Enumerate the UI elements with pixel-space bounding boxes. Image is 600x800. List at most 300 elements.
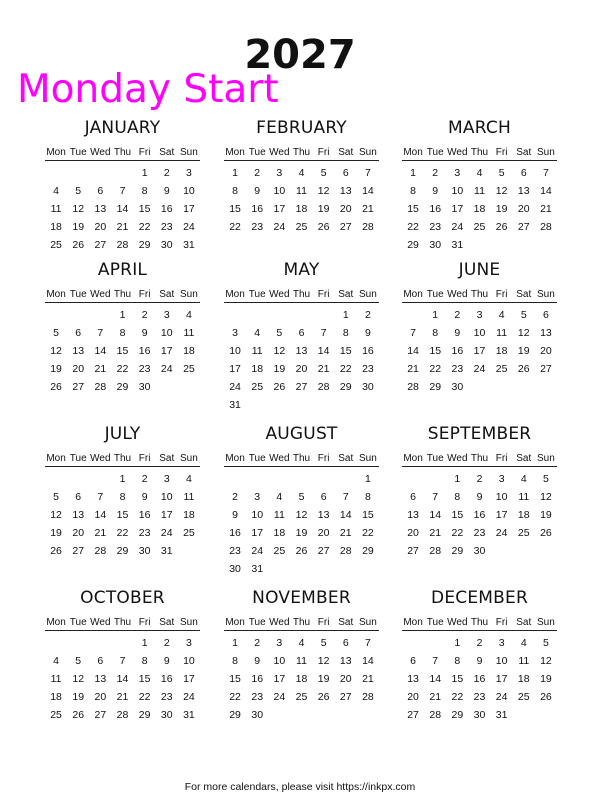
- day-cell: 11: [518, 655, 530, 667]
- day-cell: 13: [94, 673, 107, 685]
- day-cell: 18: [517, 509, 530, 521]
- day-cell: 16: [473, 509, 486, 521]
- day-cell: 6: [342, 167, 349, 179]
- empty-day-cell: [402, 473, 424, 491]
- day-cell: 28: [116, 709, 129, 721]
- day-cell: 30: [138, 381, 151, 393]
- day-cell: 7: [97, 327, 104, 339]
- day-cell: 14: [407, 345, 419, 357]
- day-cell: 17: [229, 363, 241, 375]
- weekday-header: Thu: [111, 288, 133, 303]
- day-cell: 8: [232, 655, 238, 667]
- day-cell: 16: [160, 203, 173, 215]
- day-cell: 2: [141, 309, 148, 321]
- day-cell: 10: [473, 327, 486, 339]
- month-may: [224, 260, 379, 417]
- day-cell: 2: [141, 473, 148, 485]
- day-cell: 13: [540, 327, 552, 339]
- day-cell: 10: [183, 655, 195, 667]
- day-cell: 4: [53, 655, 59, 667]
- day-cell: 10: [160, 327, 173, 339]
- month-grid: [402, 288, 557, 399]
- day-cell: 6: [542, 309, 549, 321]
- day-cell: 2: [232, 491, 238, 503]
- day-cell: 24: [451, 221, 464, 233]
- month-name: DECEMBER: [431, 588, 528, 608]
- day-cell: 27: [317, 545, 330, 557]
- day-cell: 11: [50, 673, 62, 685]
- empty-day-cell: [268, 309, 290, 327]
- weekday-header: Fri: [134, 452, 156, 467]
- weekday-header: Thu: [111, 146, 133, 161]
- day-cell: 7: [342, 491, 349, 503]
- day-cell: 28: [540, 221, 552, 233]
- day-cell: 3: [254, 491, 261, 503]
- weekday-header: Tue: [246, 288, 268, 303]
- day-cell: 14: [540, 185, 552, 197]
- weekday-header: Thu: [468, 288, 490, 303]
- day-cell: 3: [163, 473, 170, 485]
- empty-day-cell: [313, 309, 335, 327]
- month-october: [45, 588, 200, 727]
- day-cell: 3: [232, 327, 238, 339]
- day-cell: 4: [476, 167, 483, 179]
- day-cell: 29: [362, 545, 374, 557]
- day-cell: 23: [473, 527, 486, 539]
- day-cell: 29: [451, 545, 464, 557]
- weekday-header: Tue: [67, 616, 89, 631]
- weekday-header: Sat: [156, 452, 178, 467]
- day-cell: 24: [495, 527, 508, 539]
- weekday-header: Wed: [446, 288, 468, 303]
- day-cell: 3: [276, 637, 283, 649]
- empty-day-cell: [111, 167, 133, 185]
- weekday-header: Sun: [535, 452, 557, 467]
- day-cell: 1: [364, 473, 371, 485]
- day-cell: 20: [295, 363, 308, 375]
- day-cell: 16: [229, 527, 241, 539]
- empty-day-cell: [424, 473, 446, 491]
- day-cell: 3: [185, 167, 192, 179]
- day-cell: 30: [251, 709, 264, 721]
- day-cell: 6: [520, 167, 527, 179]
- day-cell: 16: [138, 345, 151, 357]
- weekday-header: Fri: [134, 288, 156, 303]
- day-cell: 2: [432, 167, 439, 179]
- weekday-header: Mon: [45, 146, 67, 161]
- day-cell: 30: [362, 381, 374, 393]
- day-cell: 22: [229, 691, 241, 703]
- day-cell: 28: [116, 239, 129, 251]
- day-cell: 20: [94, 221, 107, 233]
- day-cell: 11: [251, 345, 263, 357]
- day-cell: 29: [138, 239, 151, 251]
- month-july: [45, 424, 200, 563]
- day-cell: 3: [476, 309, 483, 321]
- day-cell: 12: [495, 185, 508, 197]
- day-cell: 13: [72, 345, 85, 357]
- day-cell: 31: [183, 709, 195, 721]
- day-cell: 19: [317, 673, 330, 685]
- day-cell: 21: [116, 221, 129, 233]
- day-cell: 23: [138, 527, 151, 539]
- day-cell: 31: [160, 545, 173, 557]
- day-cell: 10: [273, 185, 286, 197]
- day-cell: 15: [451, 673, 464, 685]
- empty-day-cell: [246, 473, 268, 491]
- day-cell: 19: [540, 509, 552, 521]
- weekday-header: Mon: [402, 288, 424, 303]
- weekday-header: Thu: [111, 616, 133, 631]
- day-cell: 18: [183, 345, 195, 357]
- day-cell: 27: [517, 221, 530, 233]
- day-cell: 30: [473, 709, 486, 721]
- day-cell: 7: [320, 327, 327, 339]
- day-cell: 31: [251, 563, 264, 575]
- day-cell: 9: [232, 509, 238, 521]
- day-cell: 27: [94, 239, 107, 251]
- day-cell: 17: [451, 203, 464, 215]
- day-cell: 25: [251, 381, 264, 393]
- day-cell: 21: [429, 691, 442, 703]
- day-cell: 30: [160, 239, 173, 251]
- day-cell: 1: [410, 167, 416, 179]
- day-cell: 28: [94, 545, 107, 557]
- day-cell: 4: [276, 491, 283, 503]
- day-cell: 21: [116, 691, 129, 703]
- day-cell: 24: [183, 221, 195, 233]
- day-cell: 11: [296, 185, 307, 197]
- day-cell: 18: [295, 673, 308, 685]
- empty-day-cell: [290, 309, 312, 327]
- day-cell: 26: [495, 221, 508, 233]
- day-cell: 26: [72, 239, 85, 251]
- day-cell: 25: [50, 709, 62, 721]
- day-cell: 4: [53, 185, 59, 197]
- day-cell: 12: [273, 345, 286, 357]
- weekday-header: Mon: [224, 616, 246, 631]
- day-cell: 20: [407, 691, 419, 703]
- day-cell: 5: [53, 327, 59, 339]
- day-cell: 16: [451, 345, 464, 357]
- footer-text: For more calendars, please visit https://inkpx.com: [184, 781, 416, 793]
- weekday-header: Mon: [45, 616, 67, 631]
- day-cell: 22: [362, 527, 374, 539]
- day-cell: 24: [160, 363, 173, 375]
- day-cell: 30: [429, 239, 442, 251]
- day-cell: 1: [454, 473, 461, 485]
- day-cell: 2: [254, 637, 261, 649]
- day-cell: 7: [542, 167, 549, 179]
- day-cell: 20: [517, 203, 530, 215]
- day-cell: 18: [517, 673, 530, 685]
- day-cell: 30: [160, 709, 173, 721]
- day-cell: 6: [410, 655, 416, 667]
- day-cell: 17: [495, 673, 508, 685]
- weekday-header: Fri: [313, 146, 335, 161]
- weekday-header: Sat: [513, 616, 535, 631]
- day-cell: 25: [473, 221, 486, 233]
- day-cell: 2: [364, 309, 371, 321]
- day-cell: 9: [254, 185, 261, 197]
- day-cell: 23: [138, 363, 151, 375]
- day-cell: 21: [362, 203, 374, 215]
- day-cell: 15: [116, 509, 129, 521]
- day-cell: 31: [451, 239, 464, 251]
- day-cell: 18: [295, 203, 308, 215]
- day-cell: 20: [407, 527, 419, 539]
- day-cell: 22: [429, 363, 442, 375]
- day-cell: 1: [232, 167, 238, 179]
- day-cell: 16: [251, 203, 264, 215]
- day-cell: 2: [163, 167, 170, 179]
- day-cell: 14: [429, 509, 442, 521]
- weekday-header: Thu: [111, 452, 133, 467]
- weekday-header: Tue: [67, 288, 89, 303]
- day-cell: 25: [495, 363, 508, 375]
- day-cell: 3: [498, 473, 505, 485]
- day-cell: 12: [72, 203, 85, 215]
- day-cell: 9: [476, 655, 483, 667]
- day-cell: 15: [339, 345, 352, 357]
- day-cell: 1: [342, 309, 349, 321]
- weekday-header: Sat: [513, 288, 535, 303]
- day-cell: 5: [75, 655, 82, 667]
- month-december: [402, 588, 557, 727]
- weekday-header: Thu: [468, 616, 490, 631]
- day-cell: 23: [160, 221, 173, 233]
- day-cell: 2: [476, 473, 483, 485]
- day-cell: 1: [232, 637, 238, 649]
- day-cell: 16: [429, 203, 442, 215]
- day-cell: 13: [295, 345, 308, 357]
- day-cell: 23: [362, 363, 374, 375]
- day-cell: 25: [50, 239, 62, 251]
- day-cell: 12: [540, 491, 552, 503]
- day-cell: 14: [317, 345, 330, 357]
- day-cell: 13: [94, 203, 107, 215]
- day-cell: 28: [339, 545, 352, 557]
- weekday-header: Mon: [45, 452, 67, 467]
- day-cell: 8: [410, 185, 416, 197]
- day-cell: 8: [454, 491, 461, 503]
- day-cell: 24: [273, 691, 286, 703]
- day-cell: 29: [138, 709, 151, 721]
- day-cell: 27: [94, 709, 107, 721]
- weekday-header: Sun: [535, 288, 557, 303]
- day-cell: 23: [429, 221, 442, 233]
- day-cell: 8: [141, 185, 148, 197]
- day-cell: 22: [451, 527, 464, 539]
- day-cell: 12: [517, 327, 530, 339]
- weekday-header: Tue: [424, 146, 446, 161]
- weekday-header: Sat: [156, 146, 178, 161]
- day-cell: 31: [495, 709, 508, 721]
- day-cell: 5: [320, 167, 327, 179]
- day-cell: 5: [520, 309, 527, 321]
- weekday-header: Thu: [290, 288, 312, 303]
- empty-day-cell: [111, 637, 133, 655]
- day-cell: 4: [298, 637, 305, 649]
- day-cell: 20: [339, 673, 352, 685]
- day-cell: 9: [364, 327, 371, 339]
- day-cell: 15: [229, 673, 241, 685]
- day-cell: 23: [160, 691, 173, 703]
- day-cell: 1: [141, 637, 148, 649]
- day-cell: 24: [251, 545, 264, 557]
- day-cell: 2: [254, 167, 261, 179]
- day-cell: 27: [295, 381, 308, 393]
- weekday-header: Fri: [134, 616, 156, 631]
- weekday-header: Mon: [402, 146, 424, 161]
- weekday-header: Tue: [246, 146, 268, 161]
- day-cell: 3: [185, 637, 192, 649]
- day-cell: 21: [407, 363, 419, 375]
- empty-day-cell: [224, 473, 246, 491]
- day-cell: 19: [50, 527, 62, 539]
- day-cell: 28: [362, 691, 374, 703]
- weekday-header: Tue: [67, 452, 89, 467]
- weekday-header: Fri: [491, 146, 513, 161]
- day-cell: 26: [295, 545, 308, 557]
- day-cell: 27: [407, 545, 419, 557]
- day-cell: 26: [540, 691, 552, 703]
- month-grid: [402, 616, 557, 727]
- day-cell: 9: [141, 327, 148, 339]
- empty-day-cell: [67, 637, 89, 655]
- day-cell: 19: [495, 203, 508, 215]
- day-cell: 8: [454, 655, 461, 667]
- day-cell: 26: [317, 691, 330, 703]
- day-cell: 24: [495, 691, 508, 703]
- day-cell: 22: [138, 221, 151, 233]
- day-cell: 1: [432, 309, 439, 321]
- day-cell: 27: [540, 363, 552, 375]
- day-cell: 6: [410, 491, 416, 503]
- day-cell: 15: [429, 345, 442, 357]
- empty-day-cell: [224, 309, 246, 327]
- day-cell: 10: [495, 655, 508, 667]
- weekday-header: Sat: [156, 288, 178, 303]
- day-cell: 11: [296, 655, 307, 667]
- day-cell: 20: [94, 691, 107, 703]
- month-name: SEPTEMBER: [427, 424, 532, 444]
- day-cell: 4: [185, 309, 192, 321]
- weekday-header: Sat: [335, 288, 357, 303]
- day-cell: 5: [298, 491, 305, 503]
- weekday-header: Tue: [246, 616, 268, 631]
- day-cell: 4: [254, 327, 261, 339]
- month-grid: [402, 452, 557, 563]
- day-cell: 17: [160, 345, 173, 357]
- day-cell: 11: [50, 203, 62, 215]
- day-cell: 5: [542, 637, 549, 649]
- weekday-header: Tue: [424, 616, 446, 631]
- day-cell: 7: [364, 167, 371, 179]
- day-cell: 6: [97, 655, 104, 667]
- weekday-header: Wed: [268, 288, 290, 303]
- day-cell: 29: [339, 381, 352, 393]
- day-cell: 14: [362, 185, 374, 197]
- day-cell: 27: [72, 381, 85, 393]
- month-grid: [224, 288, 379, 417]
- day-cell: 10: [160, 491, 173, 503]
- empty-day-cell: [89, 309, 111, 327]
- day-cell: 26: [72, 709, 85, 721]
- day-cell: 15: [362, 509, 374, 521]
- day-cell: 8: [232, 185, 238, 197]
- day-cell: 10: [183, 185, 195, 197]
- day-cell: 11: [474, 185, 485, 197]
- day-cell: 28: [429, 545, 442, 557]
- month-name: JANUARY: [84, 118, 161, 138]
- weekday-header: Sat: [335, 452, 357, 467]
- day-cell: 21: [339, 527, 352, 539]
- day-cell: 15: [138, 673, 151, 685]
- day-cell: 9: [432, 185, 439, 197]
- day-cell: 21: [94, 363, 107, 375]
- day-cell: 1: [119, 473, 126, 485]
- day-cell: 1: [119, 309, 126, 321]
- weekday-header: Sat: [513, 146, 535, 161]
- day-cell: 15: [451, 509, 464, 521]
- empty-day-cell: [45, 637, 67, 655]
- day-cell: 29: [429, 381, 442, 393]
- day-cell: 18: [50, 691, 62, 703]
- day-cell: 13: [72, 509, 85, 521]
- weekday-header: Wed: [446, 146, 468, 161]
- day-cell: 3: [163, 309, 170, 321]
- day-cell: 15: [116, 345, 129, 357]
- day-cell: 27: [72, 545, 85, 557]
- empty-day-cell: [67, 167, 89, 185]
- day-cell: 31: [229, 399, 241, 411]
- day-cell: 28: [94, 381, 107, 393]
- day-cell: 30: [451, 381, 464, 393]
- weekday-header: Mon: [224, 288, 246, 303]
- weekday-header: Wed: [89, 146, 111, 161]
- day-cell: 5: [498, 167, 505, 179]
- day-cell: 27: [339, 691, 352, 703]
- weekday-header: Wed: [446, 616, 468, 631]
- weekday-header: Fri: [313, 288, 335, 303]
- weekday-header: Sun: [178, 452, 200, 467]
- month-grid: [224, 146, 379, 239]
- day-cell: 11: [273, 509, 285, 521]
- day-cell: 24: [183, 691, 195, 703]
- weekday-header: Wed: [89, 616, 111, 631]
- day-cell: 22: [451, 691, 464, 703]
- day-cell: 17: [273, 673, 286, 685]
- day-cell: 9: [476, 491, 483, 503]
- day-cell: 29: [116, 545, 129, 557]
- day-cell: 23: [251, 221, 264, 233]
- day-cell: 7: [119, 185, 126, 197]
- month-grid: [45, 452, 200, 563]
- day-cell: 6: [75, 327, 82, 339]
- day-cell: 13: [339, 655, 352, 667]
- day-cell: 30: [473, 545, 486, 557]
- day-cell: 9: [254, 655, 261, 667]
- month-april: [45, 260, 200, 399]
- day-cell: 26: [50, 381, 62, 393]
- day-cell: 24: [273, 221, 286, 233]
- weekday-header: Wed: [268, 146, 290, 161]
- day-cell: 19: [540, 673, 552, 685]
- day-cell: 16: [251, 673, 264, 685]
- month-name: JUNE: [458, 260, 501, 280]
- day-cell: 21: [540, 203, 552, 215]
